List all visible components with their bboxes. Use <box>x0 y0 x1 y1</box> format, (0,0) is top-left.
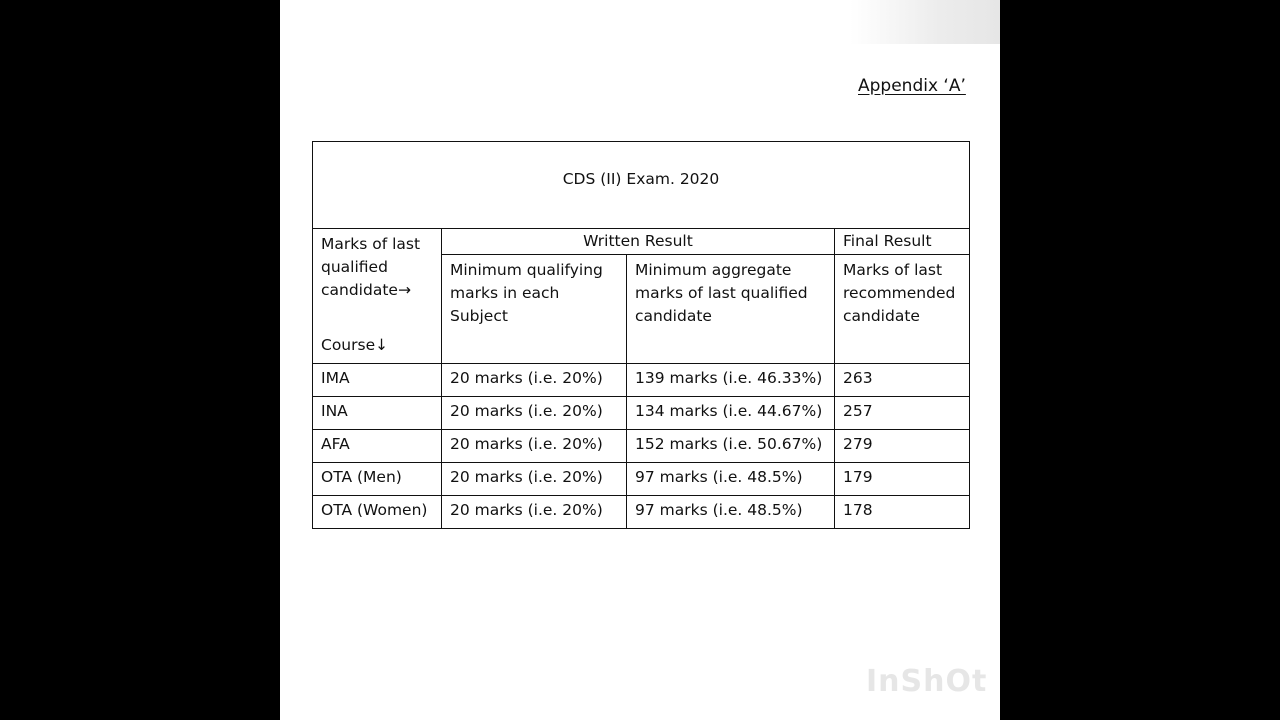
corner-header-course: Course↓ <box>321 336 389 354</box>
course-cell: OTA (Women) <box>313 496 442 529</box>
course-cell: AFA <box>313 430 442 463</box>
min-aggregate-cell: 134 marks (i.e. 44.67%) <box>627 397 835 430</box>
course-cell: INA <box>313 397 442 430</box>
table-row <box>313 364 970 397</box>
document-page <box>280 0 1000 720</box>
min-subject-cell: 20 marks (i.e. 20%) <box>442 364 627 397</box>
corner-header-cell <box>313 229 442 364</box>
final-marks-cell: 178 <box>835 496 970 529</box>
min-subject-cell: 20 marks (i.e. 20%) <box>442 463 627 496</box>
corner-header-top: Marks of last qualified candidate→ <box>321 235 421 299</box>
table-row <box>313 397 970 430</box>
course-cell: OTA (Men) <box>313 463 442 496</box>
table-title-row <box>313 142 970 229</box>
min-aggregate-cell: 152 marks (i.e. 50.67%) <box>627 430 835 463</box>
min-aggregate-header: Minimum aggregate marks of last qualified candidate <box>627 255 835 364</box>
table-row <box>313 463 970 496</box>
final-marks-cell: 263 <box>835 364 970 397</box>
table-title-cell <box>313 142 970 229</box>
header-row-groups <box>313 229 970 255</box>
page-shadow <box>850 0 1000 44</box>
table-title: CDS (II) Exam. 2020 <box>562 169 720 188</box>
inshot-watermark: InShOt <box>866 664 988 699</box>
course-cell: IMA <box>313 364 442 397</box>
results-table <box>312 141 970 529</box>
min-subject-cell: 20 marks (i.e. 20%) <box>442 496 627 529</box>
table-row <box>313 430 970 463</box>
min-subject-cell: 20 marks (i.e. 20%) <box>442 397 627 430</box>
written-result-header: Written Result <box>442 229 835 255</box>
final-marks-cell: 279 <box>835 430 970 463</box>
min-aggregate-cell: 139 marks (i.e. 46.33%) <box>627 364 835 397</box>
table-row <box>313 496 970 529</box>
final-marks-cell: 257 <box>835 397 970 430</box>
min-aggregate-cell: 97 marks (i.e. 48.5%) <box>627 463 835 496</box>
min-subject-header: Minimum qualifying marks in each Subject <box>442 255 627 364</box>
final-result-header: Final Result <box>835 229 970 255</box>
final-marks-cell: 179 <box>835 463 970 496</box>
min-aggregate-cell: 97 marks (i.e. 48.5%) <box>627 496 835 529</box>
final-marks-header: Marks of last recommended candidate <box>835 255 970 364</box>
appendix-heading: Appendix ‘A’ <box>858 76 966 96</box>
min-subject-cell: 20 marks (i.e. 20%) <box>442 430 627 463</box>
